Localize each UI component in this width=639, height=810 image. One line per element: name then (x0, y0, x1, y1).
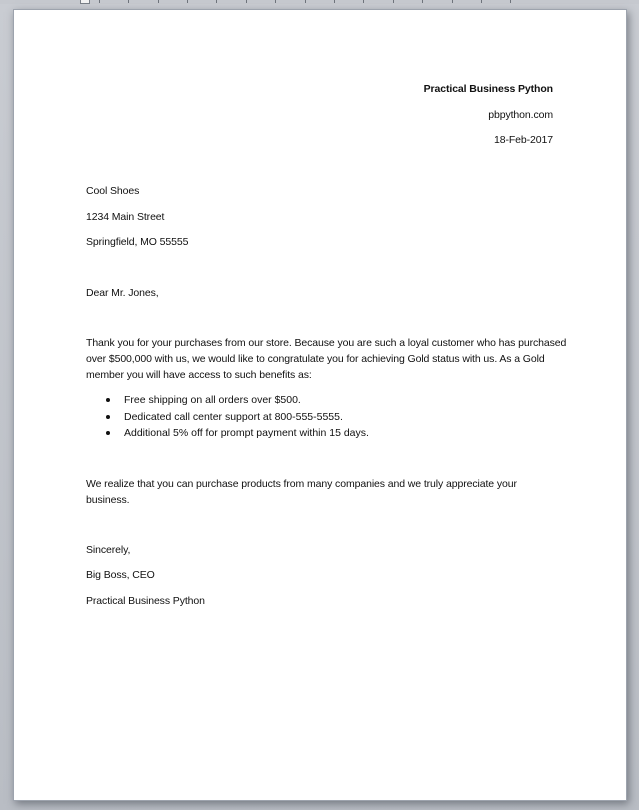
bullet-icon (106, 398, 110, 402)
body-paragraph-1-line-2: over $500,000 with us, we would like to congratulate you for achieving Gold status with us. As a Gold (86, 353, 545, 365)
letter-date: 18-Feb-2017 (493, 134, 553, 146)
document-page[interactable] (13, 9, 627, 801)
ruler-tick (246, 0, 247, 3)
benefit-item: Dedicated call center support at 800-555-5555. (104, 409, 369, 426)
ruler-tick (275, 0, 276, 3)
closing-company: Practical Business Python (86, 595, 205, 607)
ruler-tick (158, 0, 159, 3)
sender-company: Practical Business Python (423, 83, 553, 95)
body-paragraph-2-line-1: We realize that you can purchase products from many companies and we truly appreciate your (86, 478, 517, 490)
ruler-tick (334, 0, 335, 3)
ruler-tick (481, 0, 482, 3)
benefit-item: Additional 5% off for prompt payment within 15 days. (104, 425, 369, 442)
body-paragraph-1-line-1: Thank you for your purchases from our store. Because you are such a loyal customer who has purchased (86, 337, 567, 349)
recipient-street: 1234 Main Street (86, 211, 165, 223)
body-paragraph-2-line-2: business. (86, 494, 130, 506)
bullet-icon (106, 415, 110, 419)
ruler-tick (187, 0, 188, 3)
recipient-name: Cool Shoes (86, 185, 140, 197)
closing-valediction: Sincerely, (86, 544, 131, 556)
ruler-tick (128, 0, 129, 3)
horizontal-ruler[interactable] (0, 0, 639, 4)
ruler-tick (393, 0, 394, 3)
benefits-list (104, 392, 369, 442)
tab-selector-icon[interactable] (80, 0, 90, 4)
bullet-icon (106, 431, 110, 435)
ruler-tick (305, 0, 306, 3)
ruler-tick (422, 0, 423, 3)
benefit-item: Free shipping on all orders over $500. (104, 392, 369, 409)
ruler-tick (363, 0, 364, 3)
ruler-tick (510, 0, 511, 3)
ruler-tick (216, 0, 217, 3)
salutation: Dear Mr. Jones, (86, 287, 159, 299)
body-paragraph-1-line-3: member you will have access to such benefits as: (86, 369, 312, 381)
recipient-city: Springfield, MO 55555 (86, 236, 189, 248)
closing-signer: Big Boss, CEO (86, 569, 155, 581)
sender-website: pbpython.com (488, 109, 553, 121)
ruler-tick (452, 0, 453, 3)
ruler-tick (99, 0, 100, 3)
